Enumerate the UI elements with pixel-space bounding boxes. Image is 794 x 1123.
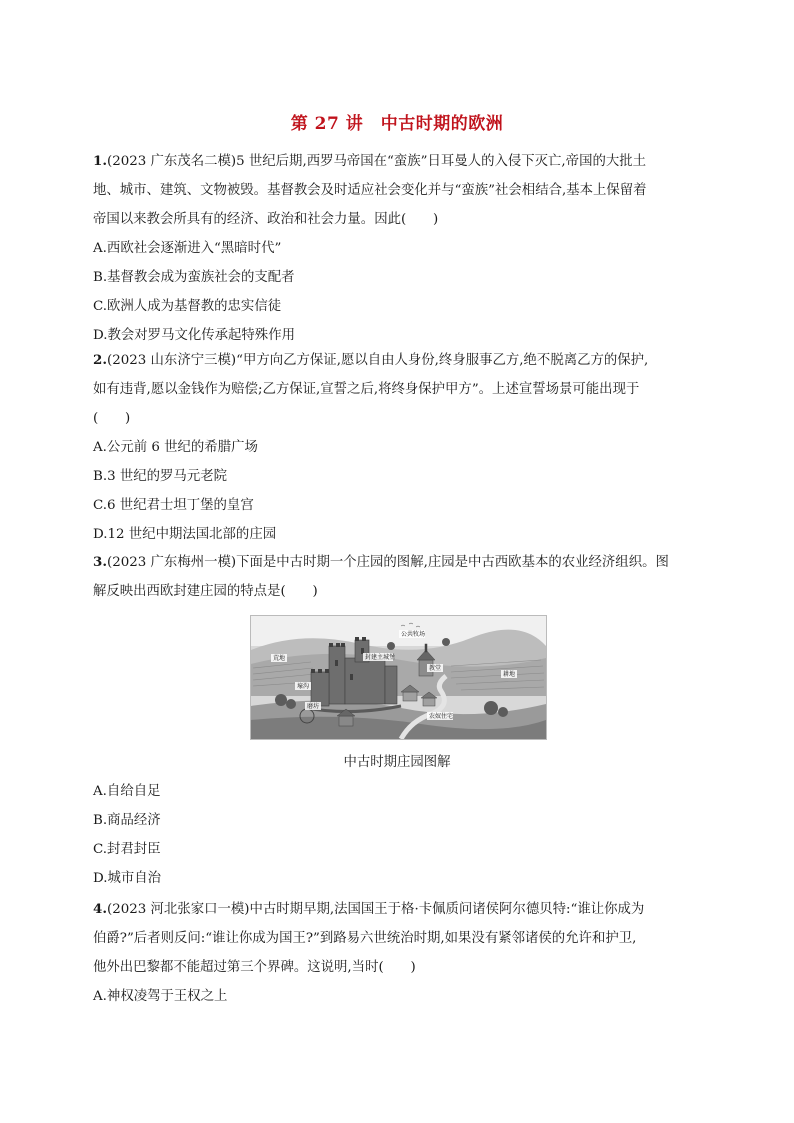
question-1	[93, 147, 703, 350]
page-title: 第 27 讲 中古时期的欧洲	[290, 114, 504, 134]
manor-illustration	[250, 615, 547, 740]
question-4-line	[93, 895, 703, 924]
question-3-line	[93, 548, 703, 577]
option-d: D.城市自治	[93, 871, 162, 886]
question-number: 1.	[93, 153, 107, 169]
question-4-line: 伯爵?”后者则反问:“谁让你成为国王?”到路易六世统治时期,如果没有紧邻诸侯的允许和护卫,	[93, 931, 637, 946]
question-4	[93, 895, 703, 1011]
label-farmland: 耕地	[503, 671, 516, 678]
option-c: C.封君封臣	[93, 842, 161, 857]
question-4-line: 他外出巴黎都不能超过第三个界碑。这说明,当时( )	[93, 960, 416, 975]
question-1-line: 地、城市、建筑、文物被毁。基督教会及时适应社会变化并与“蛮族”社会相结合,基本上保留着	[93, 183, 647, 198]
question-text: (2023 广东茂名二模)5 世纪后期,西罗马帝国在“蛮族”日耳曼人的入侵下灭亡,帝国的大批土	[106, 154, 647, 169]
option-b: B.3 世纪的罗马元老院	[93, 469, 227, 484]
option-d: D.12 世纪中期法国北部的庄园	[93, 527, 277, 542]
label-commons: 公共牧场	[401, 631, 426, 638]
question-number: 3.	[93, 554, 107, 570]
option-a: A.神权凌驾于王权之上	[93, 989, 228, 1004]
label-serf-houses: 农奴住宅	[429, 713, 454, 720]
option-a: A.自给自足	[93, 784, 161, 799]
label-church: 教堂	[429, 665, 442, 672]
option-c: C.欧洲人成为基督教的忠实信徒	[93, 299, 282, 314]
question-3-line: 解反映出西欧封建庄园的特点是( )	[93, 584, 318, 599]
question-1-line: 帝国以来教会所具有的经济、政治和社会力量。因此( )	[93, 212, 439, 227]
option-a: A.西欧社会逐渐进入“黑暗时代”	[93, 241, 282, 256]
question-2	[93, 346, 703, 549]
option-d: D.教会对罗马文化传承起特殊作用	[93, 328, 295, 343]
question-2-line: ( )	[93, 411, 131, 426]
question-number: 2.	[93, 352, 107, 368]
question-number: 4.	[93, 901, 107, 917]
question-3-options	[93, 777, 703, 893]
option-b: B.基督教会成为蛮族社会的支配者	[93, 270, 295, 285]
option-b: B.商品经济	[93, 813, 161, 828]
question-2-line: 如有违背,愿以金钱作为赔偿;乙方保证,宣誓之后,将终身保护甲方”。上述宣誓场景可能出现于	[93, 382, 640, 397]
question-3	[93, 548, 703, 606]
figure-caption: 中古时期庄园图解	[343, 755, 451, 770]
question-text: (2023 广东梅州一模)下面是中古时期一个庄园的图解,庄园是中古西欧基本的农业经济组织。图	[106, 555, 669, 570]
question-1-line	[93, 147, 703, 176]
question-text: (2023 山东济宁三模)“甲方向乙方保证,愿以自由人身份,终身服事乙方,绝不脱离乙方的保护,	[106, 353, 649, 368]
option-a: A.公元前 6 世纪的希腊广场	[93, 440, 258, 455]
label-wasteland: 荒地	[273, 655, 286, 662]
question-text: (2023 河北张家口一模)中古时期早期,法国国王于格·卡佩质问诸侯阿尔德贝特:“谁让你成为	[106, 902, 645, 917]
question-2-line	[93, 346, 703, 375]
option-c: C.6 世纪君士坦丁堡的皇宫	[93, 498, 254, 513]
label-moat: 壕沟	[297, 683, 310, 690]
label-mill: 磨坊	[307, 703, 320, 710]
label-castle: 封建主城堡	[365, 654, 396, 661]
